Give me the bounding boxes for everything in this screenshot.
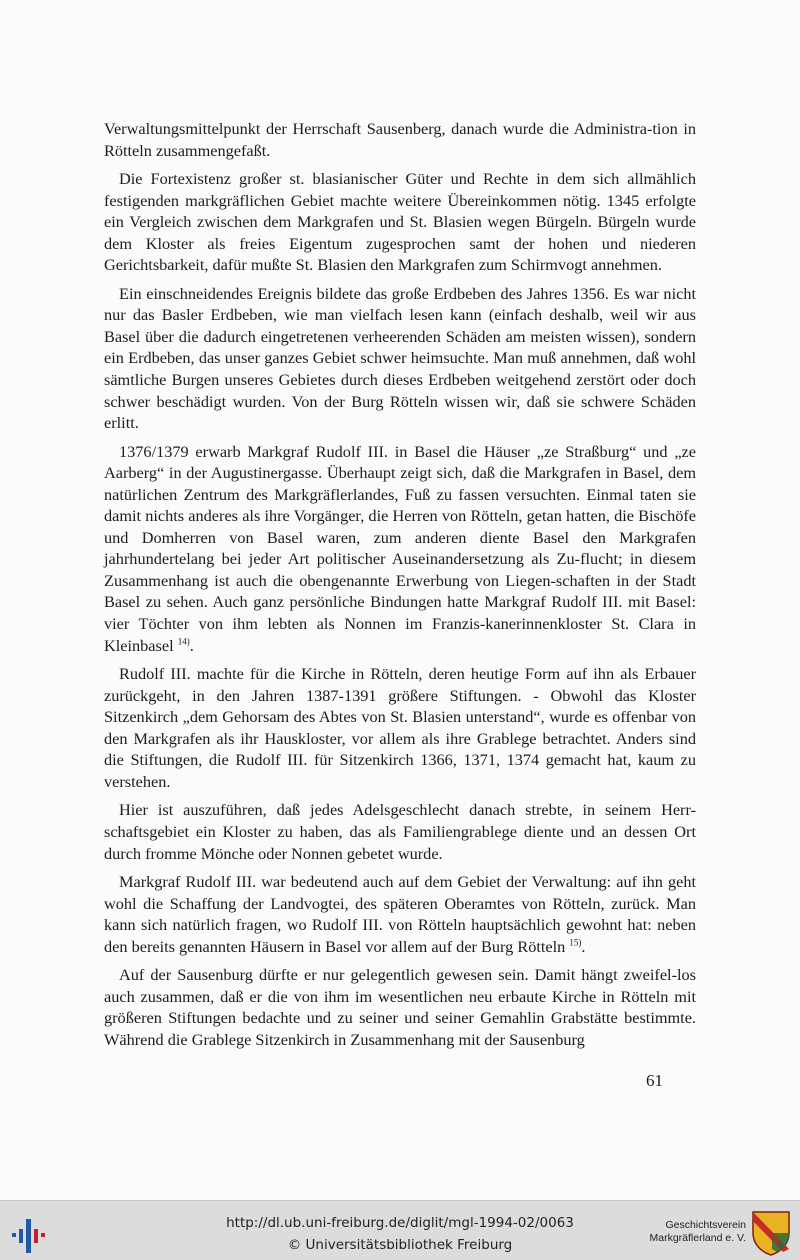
paragraph: Ein einschneidendes Ereignis bildete das große Erdbeben des Jahres 1356. Es war nicht nur das Basler Erdbeben, wie man vielfach lesen kann (einfach deshalb, weil wir aus Basel über die dadurch eingetretenen verheerenden Schäden am meisten wissen), sondern ein Erdbeben, das unser ganzes Gebiet schwer heimsuchte. Man muß annehmen, daß wohl sämtliche Burgen unseres Gebietes durch dieses Erdbeben weitgehend zerstört oder doch schwer beschädigt wurden. Von der Burg Rötteln wissen wir, daß sie schwere Schäden erlitt. [104, 283, 696, 433]
paragraph-text: Markgraf Rudolf III. war bedeutend auch auf dem Gebiet der Verwaltung: auf ihn geht wohl die Schaffung der Landvogtei, des späteren Oberamtes von Rötteln, zurück. Man kann sich natürlich fragen, wo Rudolf III. von Rötteln hauptsächlich gewohnt hat: neben den bereits genannten Häusern in Basel vor allem auf der Burg Rötteln [104, 872, 696, 956]
page-number: 61 [646, 1071, 663, 1090]
paragraph [104, 441, 696, 656]
paragraph: Hier ist auszuführen, daß jedes Adelsgeschlecht danach strebte, in seinem Herr-schaftsgebiet ein Kloster zu haben, das als Familiengrablege diente und an dessen Ort durch fromme Mönche oder Nonnen gebetet wurde. [104, 800, 696, 863]
body-text [104, 118, 696, 1057]
coat-of-arms-icon[interactable] [750, 1209, 792, 1257]
copyright-text: © Universitätsbibliothek Freiburg [287, 1237, 513, 1253]
paragraph: Verwaltungsmittelpunkt der Herrschaft Sausenberg, danach wurde die Administra-tion in Rötteln zusammengefaßt. [104, 119, 696, 160]
viewer-footer [0, 1200, 800, 1260]
footnote-marker-15[interactable]: 15) [569, 937, 582, 948]
publisher-line-1: Geschichtsverein [665, 1219, 746, 1231]
document-url-link[interactable]: http://dl.ub.uni-freiburg.de/diglit/mgl-1994-02/0063 [226, 1215, 574, 1231]
footnote-marker-14[interactable]: 14) [177, 636, 190, 647]
publisher-name [612, 1219, 746, 1245]
period: . [581, 936, 586, 956]
period: . [189, 635, 194, 655]
publisher-line-2: Markgräflerland e. V. [649, 1232, 746, 1244]
paragraph [104, 871, 696, 957]
paragraph: Die Fortexistenz großer st. blasianischer Güter und Rechte in dem sich allmählich festigenden markgräflichen Gebiet machte weitere Übereinkommen nötig. 1345 erfolgte ein Vergleich zwischen dem Markgrafen und St. Blasien wegen Bürgeln. Bürgeln wurde dem Kloster als freies Eigentum zugesprochen samt der hohen und niederen Gerichtsbarkeit, dafür mußte St. Blasien den Markgrafen zum Schirmvogt annehmen. [104, 169, 696, 275]
paragraph-text: 1376/1379 erwarb Markgraf Rudolf III. in Basel die Häuser „ze Straßburg“ und „ze Aarberg“ in der Augustinergasse. Überhaupt zeigt sich, daß die Markgrafen in Basel, dem natürlichen Zentrum des Markgräflerlandes, Fuß zu fassen versuchten. Einmal taten sie damit nichts anderes als ihre Vorgänger, die Herren von Rötteln, getan hatten, die Bischöfe und Domherren von Basel waren, zum anderen diente Basel den Markgrafen jahrhundertelang bei jeder Art politischer Auseinandersetzung als Zu-flucht; in diesem Zusammenhang ist auch die obengenannte Erwerbung von Liegen-schaften in der Stadt Basel zu sehen. Auch ganz persönliche Bindungen hatte Markgraf Rudolf III. mit Basel: vier Töchter von ihm lebten als Nonnen im Franzis-kanerinnenkloster St. Clara in Kleinbasel [104, 441, 696, 655]
paragraph: Auf der Sausenburg dürfte er nur gelegentlich gewesen sein. Damit hängt zweifel-los auch zusammen, daß er die von ihm im wesentlichen neu erbaute Kirche in Rötteln mit größeren Stiftungen bedachte und zu seiner und seiner Gemahlin Grabstätte bestimmte. Während die Grablege Sitzenkirch in Zusammenhang mit der Sausenburg [104, 965, 696, 1049]
paragraph: Rudolf III. machte für die Kirche in Rötteln, deren heutige Form auf ihn als Erbauer zurückgeht, in den Jahren 1387-1391 größere Stiftungen. - Obwohl das Kloster Sitzenkirch „dem Gehorsam des Abtes von St. Blasien unterstand“, wurde es offenbar von den Markgrafen als ihr Hauskloster, vor allem als ihre Grablege betrachtet. Anders sind die Stiftungen, die Rudolf III. für Sitzenkirch 1366, 1371, 1374 gemacht hat, kaum zu verstehen. [104, 664, 696, 791]
